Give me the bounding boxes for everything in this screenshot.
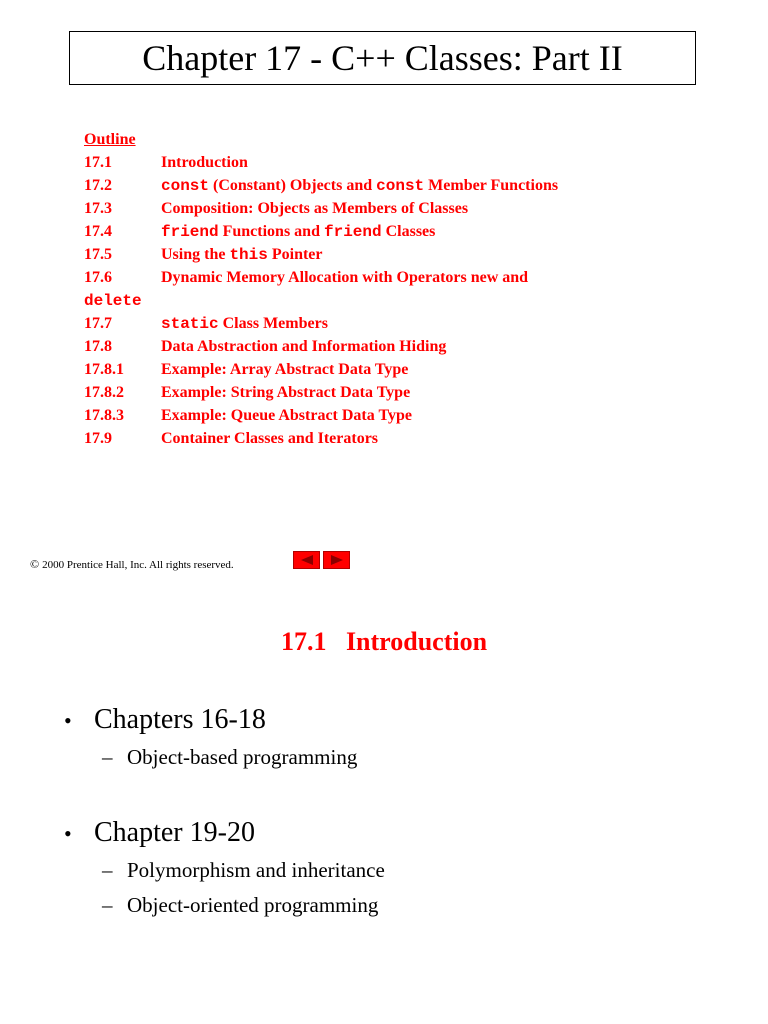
sub-bullet-text: Object-based programming (127, 745, 358, 769)
outline-item-title (161, 243, 724, 266)
left-arrow-icon (300, 555, 314, 565)
outline-item[interactable] (84, 151, 724, 174)
outline-item[interactable] (84, 427, 724, 450)
outline-item-text: Example: Queue Abstract Data Type (161, 407, 412, 424)
copyright-notice (30, 556, 234, 573)
outline-item-text: Member Functions (424, 177, 559, 194)
outline-item-title (161, 404, 724, 427)
right-arrow-icon (330, 555, 344, 565)
outline-item[interactable] (84, 358, 724, 381)
next-slide-button[interactable] (323, 551, 350, 569)
outline-item-text: Composition: Objects as Members of Classes (161, 200, 469, 217)
chapter-title: Chapter 17 - C++ Classes: Part II (142, 38, 623, 78)
copyright-icon: © (30, 557, 40, 571)
outline-item[interactable] (84, 381, 724, 404)
bullet-item (60, 700, 740, 740)
outline-item-title (161, 151, 724, 174)
outline-item-number: 17.3 (84, 200, 112, 217)
outline-item-number: 17.2 (84, 177, 112, 194)
outline-item-text: Example: Array Abstract Data Type (161, 361, 409, 378)
outline-item-number: 17.5 (84, 246, 112, 263)
outline-item-title (161, 381, 724, 404)
outline-item-text: Using the (161, 246, 230, 263)
outline-item-text: Data Abstraction and Information Hiding (161, 338, 447, 355)
outline-item-text: Class Members (218, 315, 328, 332)
chapter-title-box (69, 31, 696, 85)
bullet-list (60, 700, 740, 923)
outline-item-title (161, 220, 724, 243)
outline-item[interactable] (84, 174, 724, 197)
outline-item-title (161, 427, 724, 450)
sub-bullet-text: Polymorphism and inheritance (127, 858, 385, 882)
outline-item-text: Example: String Abstract Data Type (161, 384, 411, 401)
dash-icon: – (102, 893, 113, 917)
outline-item[interactable] (84, 404, 724, 427)
outline-item-number: 17.9 (84, 430, 112, 447)
outline-item[interactable] (84, 220, 724, 243)
outline-item[interactable] (84, 312, 724, 335)
outline-item-number: 17.8 (84, 338, 112, 355)
bullet-dot-icon: • (64, 821, 72, 846)
outline-item[interactable] (84, 197, 724, 220)
outline-item-text: Dynamic Memory Allocation with Operators new and (161, 269, 529, 286)
copyright-text: 2000 Prentice Hall, Inc. All rights reserved. (42, 559, 234, 571)
outline-heading[interactable]: Outline (84, 131, 136, 148)
bullet-item (60, 813, 740, 853)
outline-item-title (161, 266, 724, 289)
outline-item-text: const (376, 177, 425, 195)
outline-item-text: Classes (381, 223, 436, 240)
outline-item-text: friend (161, 223, 219, 241)
outline-item-text: friend (323, 223, 382, 241)
bullet-text: Chapter 19-20 (94, 817, 255, 848)
outline-item-number: 17.8.3 (84, 407, 124, 424)
dash-icon: – (102, 858, 113, 882)
outline-item-number: 17.7 (84, 315, 112, 332)
outline-item[interactable] (84, 266, 724, 289)
outline-item-title (161, 358, 724, 381)
outline-item-text: Functions and (218, 223, 324, 240)
outline-item-continuation[interactable] (84, 289, 724, 312)
outline-item-number: 17.4 (84, 223, 112, 240)
dash-icon: – (102, 745, 113, 769)
outline-item-number: 17.8.1 (84, 361, 124, 378)
bullet-dot-icon: • (64, 708, 72, 733)
outline-item[interactable] (84, 335, 724, 358)
section-heading: 17.1 Introduction (280, 627, 488, 656)
outline-item-title (161, 197, 724, 220)
sub-bullet-item (60, 888, 740, 923)
outline-item-text: this (229, 246, 268, 264)
outline-item-text: delete (84, 292, 142, 310)
outline-item-text: static (161, 315, 219, 333)
previous-slide-button[interactable] (293, 551, 320, 569)
outline-item-title (161, 335, 724, 358)
outline-item-title (161, 174, 724, 197)
outline-item-number: 17.8.2 (84, 384, 124, 401)
sub-bullet-item (60, 853, 740, 888)
outline-item-text: Introduction (161, 154, 248, 171)
outline-item-text: Pointer (267, 246, 323, 263)
outline-item-text: Container Classes and Iterators (161, 430, 379, 447)
sub-bullet-item (60, 740, 740, 775)
outline-item-text: (Constant) Objects and (209, 177, 377, 194)
outline-item-text: const (161, 177, 210, 195)
outline-item[interactable] (84, 243, 724, 266)
outline-item-number: 17.6 (84, 269, 112, 286)
slide-navigation (293, 551, 350, 569)
bullet-text: Chapters 16-18 (94, 704, 266, 735)
outline (84, 128, 724, 450)
outline-list (84, 151, 724, 450)
sub-bullet-text: Object-oriented programming (127, 893, 379, 917)
outline-item-number: 17.1 (84, 154, 112, 171)
outline-item-title (161, 312, 724, 335)
